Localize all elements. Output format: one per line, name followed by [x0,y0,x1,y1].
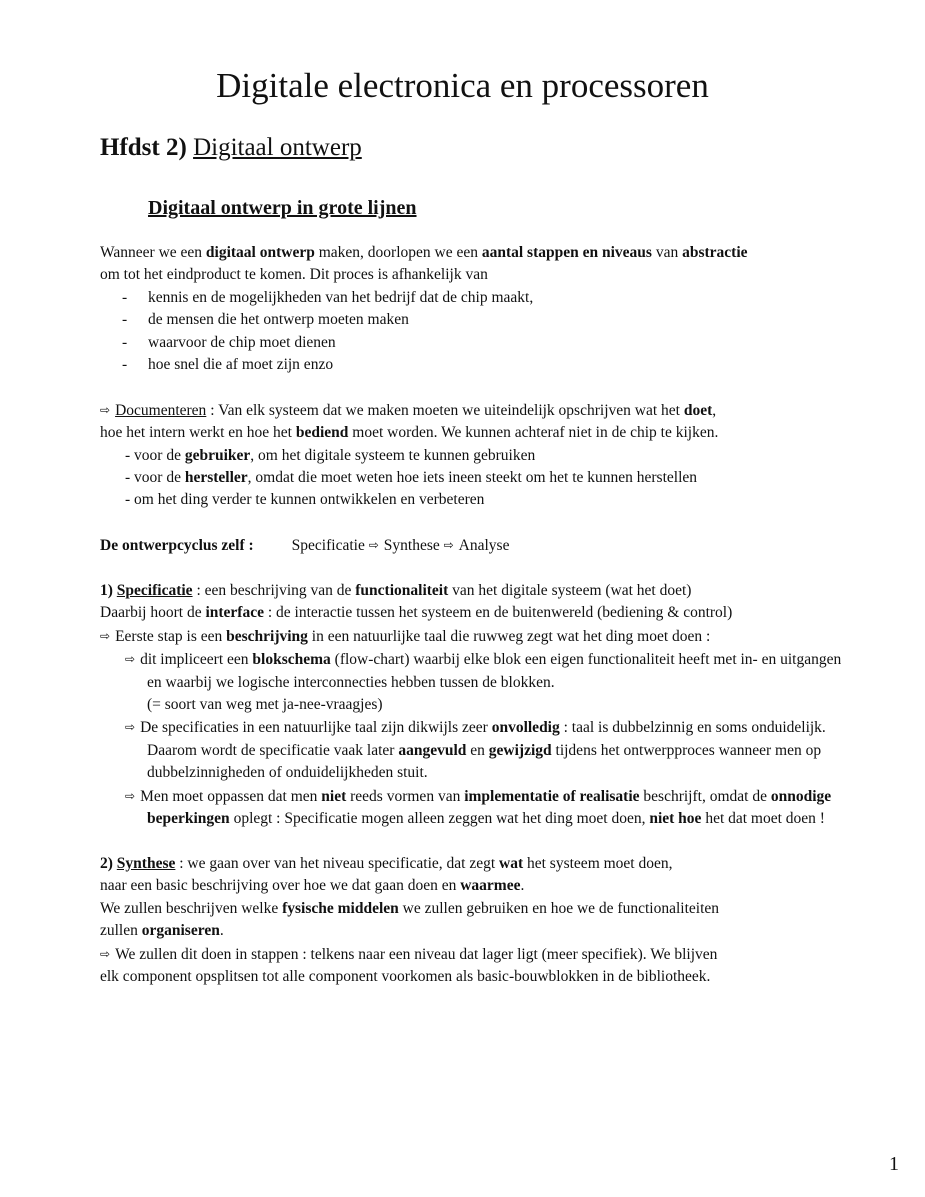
spec-point-3 [100,785,847,831]
text: (flow-chart) waarbij elke blok een eigen functionaliteit heeft met in- en uitgangen en waarbij we logische interconnecties hebben tussen de blokken. [147,651,842,691]
text: , [712,401,717,419]
arrow-right-icon: ⇨ [100,946,111,961]
text: Wanneer we een [100,244,206,261]
arrow-right-icon: ⇨ [100,628,111,643]
emphasis: blokschema [252,651,331,669]
text: . [219,922,224,940]
emphasis: niet [321,787,347,805]
list-item [100,354,840,376]
spacer [100,376,840,398]
text: : de interactie tussen het systeem en de buitenwereld (bediening & control) [263,604,733,622]
list-item-text: de mensen die het ontwerp moeten maken [148,311,409,329]
synth-line-6: elk component opsplitsen tot alle component voorkomen als basic-bouwblokken in de bibliotheek. [100,967,711,985]
spec-line-2 [100,602,840,624]
text: beschrijft, omdat de [639,787,771,805]
chapter-prefix: Hfdst 2) [100,134,194,161]
intro-line-1 [100,242,840,264]
emphasis: beschrijving [226,627,308,645]
arrow-right-icon: ⇨ [443,538,454,553]
arrow-right-icon: ⇨ [368,538,379,553]
spec-line-1 [100,580,840,602]
cycle-label: De ontwerpcyclus zelf [100,537,245,555]
spec-line-3 [100,625,840,648]
text: - voor de [125,469,185,487]
step-number: 1) [100,582,117,600]
text: dit impliceert een [140,651,253,669]
text: . [520,877,525,895]
synth-line-3 [100,898,840,920]
list-item [100,287,840,309]
chapter-heading [100,132,362,164]
text: oplegt : Specificatie mogen alleen zeggen wat het ding moet doen, [229,810,650,828]
emphasis: aangevuld [398,741,467,759]
emphasis: organiseren [141,922,220,940]
emphasis: implementatie of realisatie [464,787,640,805]
text: , om het digitale systeem te kunnen gebruiken [250,446,536,464]
text: , omdat die moet weten hoe iets ineen steekt om het te kunnen herstellen [247,469,698,487]
spacer [100,831,840,853]
cycle-separator: : [244,537,254,555]
text: hoe het intern werkt en hoe het [100,424,296,442]
text: tijdens het ontwerpproces wanneer men op dubbelzinnigheden of onduidelijkheden stuit. [147,741,822,782]
emphasis: niet hoe [649,810,702,828]
dash-bullet: - [122,311,128,329]
spec-point-2 [100,716,847,784]
emphasis: gewijzigd [488,741,552,759]
dash-bullet: - [122,288,128,306]
cycle-step: Specificatie [291,537,365,555]
synth-line-1 [100,853,840,875]
emphasis: aantal stappen en niveaus [481,244,652,261]
emphasis: gebruiker [184,446,251,464]
step-name: Specificatie [116,582,193,600]
text: We zullen dit doen in stappen : telkens naar een niveau dat lager ligt (meer specifiek). We blijven [115,945,718,963]
documenteren-line-1 [100,399,840,422]
document-title: Digitale electronica en processoren [216,66,709,105]
chapter-name: Digitaal ontwerp [193,134,362,161]
spacer [100,512,840,534]
emphasis: hersteller [184,469,248,487]
text: en [466,741,489,759]
dash-bullet: - [122,333,128,351]
list-item [100,309,840,331]
emphasis: doet [683,401,713,419]
list-item-text: waarvoor de chip moet dienen [148,333,336,351]
cycle-step: Synthese [383,537,440,555]
term-label: Documenteren [115,401,207,419]
arrow-right-icon: ⇨ [100,402,111,417]
document-body [100,242,840,988]
list-item: - om het ding verder te kunnen ontwikkelen en verbeteren [125,491,485,509]
list-item-text: hoe snel die af moet zijn enzo [148,356,334,374]
dash-bullet: - [122,356,128,374]
text: we zullen gebruiken en hoe we de functionaliteiten [398,899,720,917]
emphasis: interface [205,604,264,622]
emphasis: abstractie [682,244,748,261]
text: zullen [100,922,142,940]
intro-line-2: om tot het eindproduct te komen. Dit proces is afhankelijk van [100,266,488,284]
text: Eerste stap is een [115,627,227,645]
list-item-text: kennis en de mogelijkheden van het bedrijf dat de chip maakt, [148,288,534,306]
text: De specificaties in een natuurlijke taal zijn dikwijls zeer [140,719,492,737]
text: van [651,244,683,261]
synth-line-4 [100,920,840,942]
emphasis: functionaliteit [355,582,449,600]
spacer [100,558,840,580]
documenteren-line-2 [100,422,840,444]
emphasis: wat [499,854,524,872]
text: We zullen beschrijven welke [100,899,283,917]
arrow-right-icon: ⇨ [125,788,136,803]
arrow-right-icon: ⇨ [125,652,136,667]
text: Men moet oppassen dat men [140,787,322,805]
text: reeds vormen van [346,787,465,805]
step-number: 2) [100,854,117,872]
list-item [100,445,840,467]
emphasis: bediend [295,424,349,442]
emphasis: onvolledig [491,719,560,737]
text: : een beschrijving van de [192,582,356,600]
text: maken, doorlopen we een [314,244,482,261]
text: moet worden. We kunnen achteraf niet in de chip te kijken. [348,424,719,442]
spec-point-1 [100,648,847,716]
text: : we gaan over van het niveau specificatie, dat zegt [175,854,500,872]
text: naar een basic beschrijving over hoe we dat gaan doen en [100,877,461,895]
emphasis: fysische middelen [282,899,399,917]
text: Daarbij hoort de [100,604,206,622]
text: : taal is dubbelzinnig en soms onduidelijk. Daarom wordt de specificatie vaak later [147,719,826,759]
synth-line-2 [100,875,840,897]
section-heading: Digitaal ontwerp in grote lijnen [148,197,417,219]
text: het dat moet doen ! [701,810,825,828]
step-name: Synthese [116,854,176,872]
emphasis: digitaal ontwerp [205,244,315,261]
page-number: 1 [889,1153,899,1175]
arrow-right-icon: ⇨ [125,720,136,735]
cycle-line [100,534,840,557]
text: - voor de [125,446,185,464]
emphasis: onnodige beperkingen [147,787,832,828]
list-item [100,332,840,354]
cycle-step: Analyse [458,537,510,555]
text: van het digitale systeem (wat het doet) [448,582,692,600]
text: (= soort van weg met ja-nee-vraagjes) [147,696,383,714]
text: : Van elk systeem dat we maken moeten we uiteindelijk opschrijven wat het [206,401,684,419]
synth-line-5 [100,943,840,966]
text: het systeem moet doen, [523,854,673,872]
emphasis: waarmee [460,877,521,895]
text: in een natuurlijke taal die ruwweg zegt wat het ding moet doen : [307,627,711,645]
list-item [100,467,840,489]
